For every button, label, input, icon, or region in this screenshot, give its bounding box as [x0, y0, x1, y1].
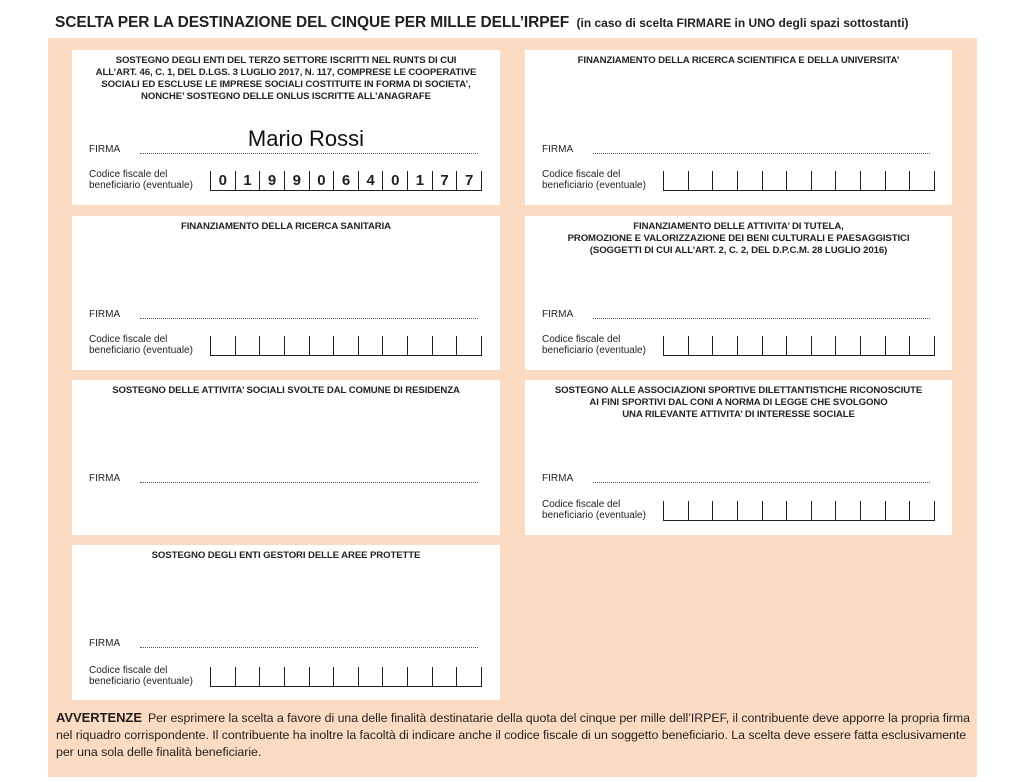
cf-digit-cell[interactable] [309, 336, 334, 355]
cf-digit-cell[interactable]: 4 [358, 171, 383, 190]
cf-digit-cell[interactable] [210, 336, 235, 355]
box-title [531, 385, 946, 421]
cf-digit-cell[interactable] [737, 501, 762, 520]
codice-fiscale-input[interactable] [210, 336, 482, 356]
box-title [78, 221, 494, 233]
firma-label: FIRMA [89, 638, 121, 649]
cf-digit-cell[interactable] [909, 336, 935, 355]
cf-digit-cell[interactable] [432, 667, 457, 686]
cf-digit-cell[interactable] [835, 336, 860, 355]
cf-label-line: Codice fiscale del [542, 169, 621, 180]
cf-digit-cell[interactable] [456, 336, 482, 355]
cf-label-line: Codice fiscale del [542, 334, 621, 345]
cf-digit-cell[interactable] [909, 171, 935, 190]
cf-digit-cell[interactable]: 9 [259, 171, 284, 190]
cf-digit-cell[interactable] [688, 501, 713, 520]
codice-fiscale-input[interactable] [663, 171, 935, 191]
cf-digit-cell[interactable] [712, 171, 737, 190]
cf-digit-cell[interactable] [663, 501, 688, 520]
box-title-line: AI FINI SPORTIVI DAL CONI A NORMA DI LEGGE CHE SVOLGONO [589, 397, 888, 408]
cf-label-line: Codice fiscale del [89, 334, 168, 345]
box-title-line: SOCIALI ED ESCLUSE LE IMPRESE SOCIALI COSTITUITE IN FORMA DI SOCIETA’, [101, 79, 471, 90]
box-title [78, 55, 494, 103]
cf-label-line: beneficiario (eventuale) [542, 510, 646, 521]
box-title [78, 385, 494, 397]
firma-label: FIRMA [89, 144, 121, 155]
cf-digit-cell[interactable] [762, 336, 787, 355]
codice-fiscale-label [89, 169, 204, 191]
codice-fiscale-input[interactable] [663, 501, 935, 521]
cf-digit-cell[interactable] [885, 171, 910, 190]
cf-digit-cell[interactable] [309, 667, 334, 686]
cf-label-line: beneficiario (eventuale) [89, 676, 193, 687]
warning-title: AVVERTENZE [56, 710, 142, 725]
cf-digit-cell[interactable] [382, 667, 407, 686]
codice-fiscale-label [89, 334, 204, 356]
form-title: SCELTA PER LA DESTINAZIONE DEL CINQUE PER MILLE DELL’IRPEF [55, 14, 570, 31]
box-title-line: SOSTEGNO DEGLI ENTI DEL TERZO SETTORE ISCRITTI NEL RUNTS DI CUI [115, 55, 457, 66]
cf-digit-cell[interactable] [407, 667, 432, 686]
box-associazioni-sportive [525, 380, 952, 535]
box-aree-protette [72, 545, 500, 700]
signature-line[interactable] [593, 318, 930, 319]
warning-text: Per esprimere la scelta a favore di una delle finalità destinatarie della quota del cinque per mille dell’IRPEF, il contribuente deve apporre la propria firma nel riquadro corrispondente. Il contribuente ha inoltre la facoltà di indicare anche il codice fiscale di un soggetto beneficiario. La scelta deve essere fatta esclusivamente per una sola delle finalità beneficiarie. [56, 711, 970, 759]
cf-digit-cell[interactable] [284, 336, 309, 355]
codice-fiscale-label [542, 499, 657, 521]
cf-digit-cell[interactable]: 0 [309, 171, 334, 190]
cf-digit-cell[interactable] [885, 501, 910, 520]
signature-line[interactable] [140, 318, 478, 319]
cf-digit-cell[interactable] [333, 667, 358, 686]
signature-field[interactable]: Mario Rossi [247, 126, 365, 151]
cf-label-line: beneficiario (eventuale) [542, 180, 646, 191]
box-title-line: FINANZIAMENTO DELLA RICERCA SANITARIA [180, 221, 392, 232]
cf-label-line: Codice fiscale del [89, 665, 168, 676]
cf-digit-cell[interactable]: 0 [210, 171, 235, 190]
form-subtitle: (in caso di scelta FIRMARE in UNO degli spazi sottostanti) [576, 16, 909, 30]
cf-digit-cell[interactable] [835, 501, 860, 520]
cf-digit-cell[interactable] [737, 336, 762, 355]
codice-fiscale-input[interactable] [210, 667, 482, 687]
cf-digit-cell[interactable]: 1 [407, 171, 432, 190]
cf-digit-cell[interactable] [333, 336, 358, 355]
cf-digit-cell[interactable] [663, 336, 688, 355]
cf-label-line: beneficiario (eventuale) [89, 345, 193, 356]
cf-digit-cell[interactable] [811, 336, 836, 355]
cf-digit-cell[interactable] [885, 336, 910, 355]
cf-digit-cell[interactable]: 7 [432, 171, 457, 190]
cf-digit-cell[interactable] [688, 336, 713, 355]
warning-notice [56, 709, 971, 761]
box-title-line: SOSTEGNO ALLE ASSOCIAZIONI SPORTIVE DILETTANTISTICHE RICONOSCIUTE [554, 385, 923, 396]
box-title-line: SOSTEGNO DELLE ATTIVITA’ SOCIALI SVOLTE DAL COMUNE DI RESIDENZA [112, 385, 460, 396]
box-title-line: FINANZIAMENTO DELLA RICERCA SCIENTIFICA E DELLA UNIVERSITA’ [577, 55, 900, 66]
cf-digit-cell[interactable] [860, 336, 885, 355]
box-beni-culturali [525, 216, 952, 370]
box-title-line: SOSTEGNO DEGLI ENTI GESTORI DELLE AREE PROTETTE [151, 550, 421, 561]
firma-label: FIRMA [542, 473, 574, 484]
cf-digit-cell[interactable] [432, 336, 457, 355]
signature-line[interactable] [140, 482, 478, 483]
cf-digit-cell[interactable] [407, 336, 432, 355]
cf-digit-cell[interactable]: 7 [456, 171, 482, 190]
box-title-line: PROMOZIONE E VALORIZZAZIONE DEI BENI CULTURALI E PAESAGGISTICI [567, 233, 910, 244]
cf-digit-cell[interactable] [688, 171, 713, 190]
cf-label-line: Codice fiscale del [542, 499, 621, 510]
box-title [78, 550, 494, 562]
cf-digit-cell[interactable]: 0 [382, 171, 407, 190]
cf-digit-cell[interactable] [382, 336, 407, 355]
codice-fiscale-label [542, 169, 657, 191]
cf-digit-cell[interactable] [762, 171, 787, 190]
signature-line[interactable] [593, 153, 930, 154]
cf-digit-cell[interactable] [786, 501, 811, 520]
box-title [531, 221, 946, 257]
box-title [531, 55, 946, 67]
codice-fiscale-input[interactable] [210, 171, 482, 191]
box-terzo-settore [72, 50, 500, 205]
cf-digit-cell[interactable] [358, 667, 383, 686]
codice-fiscale-input[interactable] [663, 336, 935, 356]
cf-label-line: beneficiario (eventuale) [89, 180, 193, 191]
box-title-line: NONCHE’ SOSTEGNO DELLE ONLUS ISCRITTE ALL’ANAGRAFE [141, 91, 431, 102]
cf-digit-cell[interactable] [235, 667, 260, 686]
cf-label-line: beneficiario (eventuale) [542, 345, 646, 356]
cf-digit-cell[interactable] [358, 336, 383, 355]
signature-line[interactable] [140, 647, 478, 648]
cf-digit-cell[interactable] [712, 336, 737, 355]
cf-digit-cell[interactable] [663, 171, 688, 190]
cf-digit-cell[interactable] [786, 171, 811, 190]
cf-digit-cell[interactable] [835, 171, 860, 190]
cf-digit-cell[interactable] [235, 336, 260, 355]
box-title-line: UNA RILEVANTE ATTIVITA’ DI INTERESSE SOCIALE [622, 409, 855, 420]
codice-fiscale-label [542, 334, 657, 356]
signature-line [140, 153, 478, 154]
cf-digit-cell[interactable] [210, 667, 235, 686]
box-ricerca-sanitaria [72, 216, 500, 370]
cf-digit-cell[interactable] [259, 336, 284, 355]
cf-digit-cell[interactable] [811, 171, 836, 190]
box-comune-residenza [72, 380, 500, 535]
cf-digit-cell[interactable] [909, 501, 935, 520]
cf-digit-cell[interactable] [860, 171, 885, 190]
cf-digit-cell[interactable] [284, 667, 309, 686]
signature-line[interactable] [593, 482, 930, 483]
cf-digit-cell[interactable] [762, 501, 787, 520]
cf-digit-cell[interactable] [860, 501, 885, 520]
cf-digit-cell[interactable] [259, 667, 284, 686]
cf-digit-cell[interactable] [712, 501, 737, 520]
box-title-line: ALL’ART. 46, C. 1, DEL D.LGS. 3 LUGLIO 2017, N. 117, COMPRESE LE COOPERATIVE [95, 67, 477, 78]
cf-digit-cell[interactable]: 9 [284, 171, 309, 190]
box-title-line: FINANZIAMENTO DELLE ATTIVITA’ DI TUTELA, [633, 221, 844, 232]
firma-label: FIRMA [542, 309, 574, 320]
cf-digit-cell[interactable] [811, 501, 836, 520]
cf-digit-cell[interactable]: 6 [333, 171, 358, 190]
cf-digit-cell[interactable] [786, 336, 811, 355]
cf-digit-cell[interactable]: 1 [235, 171, 260, 190]
codice-fiscale-label [89, 665, 204, 687]
cf-label-line: Codice fiscale del [89, 169, 168, 180]
firma-label: FIRMA [89, 309, 121, 320]
firma-label: FIRMA [542, 144, 574, 155]
cf-digit-cell[interactable] [737, 171, 762, 190]
box-ricerca-scientifica [525, 50, 952, 205]
cf-digit-cell[interactable] [456, 667, 482, 686]
firma-label: FIRMA [89, 473, 121, 484]
form-header [55, 10, 1015, 36]
box-title-line: (SOGGETTI DI CUI ALL’ART. 2, C. 2, DEL D.P.C.M. 28 LUGLIO 2016) [589, 245, 888, 256]
